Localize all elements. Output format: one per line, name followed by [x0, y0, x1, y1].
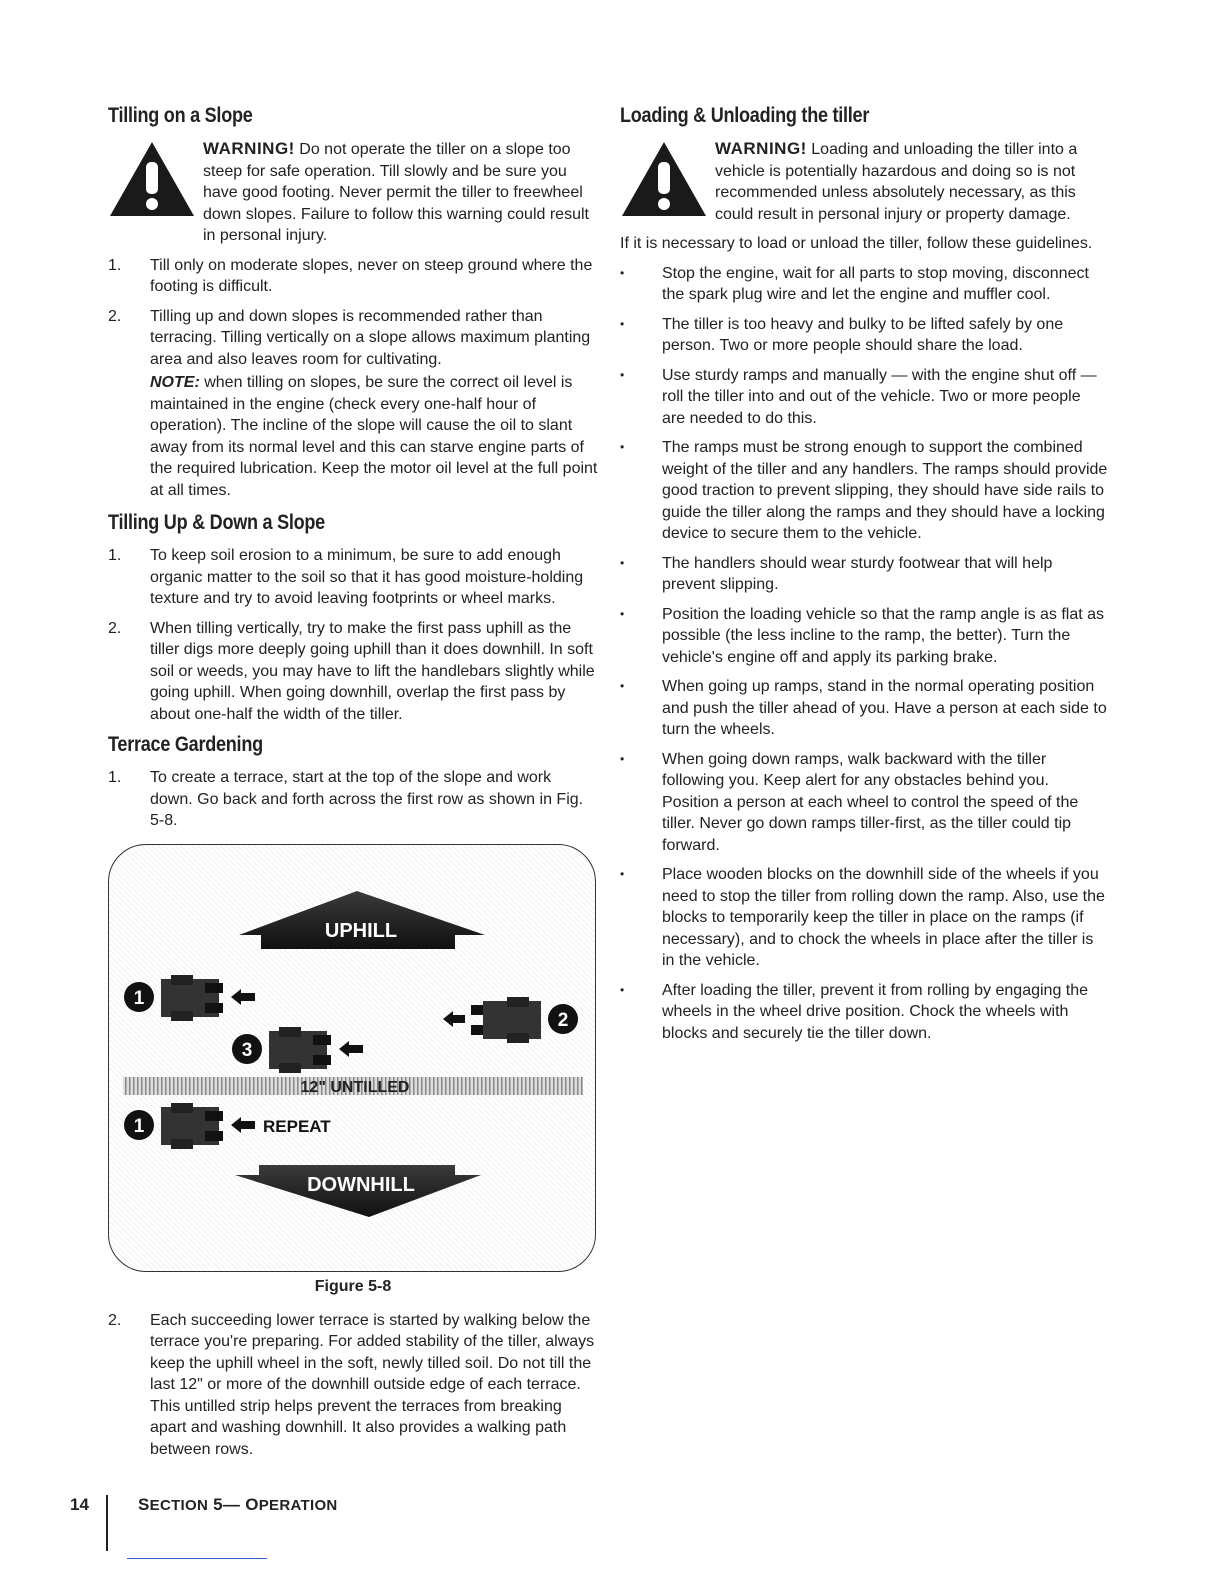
loading-warning [620, 138, 1108, 225]
item-number: 2. [108, 307, 122, 325]
terrace-diagram [109, 845, 596, 1272]
list-item: • Position the loading vehicle so that the ramp angle is as flat as possible (the less incline to the ramp, the better). Turn the vehicle's engine off and apply its parking brake. [620, 604, 1108, 669]
heading-loading: Loading & Unloading the tiller [620, 104, 870, 127]
warning-triangle-icon [620, 140, 708, 218]
svg-text:3: 3 [241, 1039, 253, 1061]
svg-text:1: 1 [133, 987, 145, 1009]
item-number: 1. [108, 547, 122, 564]
list-item [108, 618, 598, 726]
list-item: • The handlers should wear sturdy footwear that will help prevent slipping. [620, 553, 1108, 596]
warning-label: WARNING! [715, 139, 807, 158]
untilled-label: 12" UNTILLED [300, 1078, 410, 1096]
list-item [108, 767, 598, 832]
item-text: Tilling up and down slopes is recommended rather than terracing. Tilling vertically on a slope allows maximum planting area and also leaves room for cultivating. [150, 307, 591, 368]
list-item [108, 306, 598, 371]
uphill-label: UPHILL [324, 919, 398, 942]
page-footer [70, 1477, 338, 1533]
list-item: • Use sturdy ramps and manually — with the engine shut off — roll the tiller into and out of the vehicle. Two or more people are needed to do this. [620, 365, 1108, 430]
item-text: When tilling vertically, try to make the first pass uphill as the tiller digs more deeply going uphill than it does downhill. In soft soil or weeds, you may have to lift the handlebars slightly while going uphill. When going downhill, overlap the first pass by about one-half the width of the tiller. [150, 619, 595, 723]
tiller-pass-1 [124, 975, 255, 1021]
list-item: • The ramps must be strong enough to support the combined weight of the tiller and any handlers. The ramps should provide good traction to prevent slipping, they should have side rails to guide the tiller along the ramps and they should have a locking device to secure them to the vehicle. [620, 437, 1108, 545]
tiller-pass-2 [443, 997, 578, 1043]
right-column [620, 104, 1108, 1052]
left-column [108, 104, 598, 1468]
figure-caption: Figure 5-8 [314, 1277, 392, 1295]
page-number: 14 [70, 1495, 89, 1514]
svg-text:2: 2 [557, 1009, 569, 1031]
terrace-list-2 [108, 1310, 598, 1461]
item-number: 1. [108, 769, 122, 786]
footer-link-underline [127, 1558, 267, 1559]
item-number: 2. [108, 1311, 122, 1329]
item-number: 1. [108, 256, 122, 274]
warning-triangle-icon [108, 140, 196, 218]
note-text: when tilling on slopes, be sure the correct oil level is maintained in the engine (check every one-half hour of operation). The incline of the slope will cause the oil to slant away from its normal level and this can starve engine parts of the required lubrication. Keep the motor oil level at the full point at all times. [150, 374, 598, 499]
footer-divider [106, 1495, 108, 1551]
section-title: SECTION 5— OPERATION [138, 1495, 338, 1514]
terrace-figure [108, 844, 596, 1272]
warning-label: WARNING! [203, 139, 295, 158]
heading-tilling-slope: Tilling on a Slope [108, 104, 253, 127]
warning-text: Do not operate the tiller on a slope too steep for safe operation. Till slowly and be sure you have good footing. Never permit the tiller to freewheel down slopes. Failure to follow this warning could result in personal injury. [203, 141, 589, 244]
tiller-pass-3 [232, 1027, 363, 1073]
list-item [108, 255, 598, 298]
downhill-label: DOWNHILL [307, 1173, 415, 1196]
oil-note [108, 372, 598, 501]
repeat-label: REPEAT [263, 1116, 331, 1136]
list-item: • After loading the tiller, prevent it from rolling by engaging the wheels in the wheel drive position. Chock the wheels with blocks and securely tie the tiller down. [620, 980, 1108, 1045]
updown-list [108, 545, 598, 725]
loading-intro: If it is necessary to load or unload the tiller, follow these guidelines. [620, 235, 1093, 252]
list-item: • When going down ramps, walk backward with the tiller following you. Keep alert for any obstacles behind you. Position a person at each wheel to control the speed of the tiller. Never go down ramps tiller-first, as the tiller could tip forward. [620, 749, 1108, 857]
warning-text: Loading and unloading the tiller into a vehicle is potentially hazardous and doing so is not recommended unless absolutely necessary, as this could result in personal injury or property damage. [715, 141, 1078, 223]
item-text: To create a terrace, start at the top of the slope and work down. Go back and forth across the first row as shown in Fig. 5-8. [150, 769, 584, 829]
list-item: • The tiller is too heavy and bulky to be lifted safely by one person. Two or more people should share the load. [620, 314, 1108, 357]
loading-guidelines [620, 263, 1108, 1045]
list-item: • Stop the engine, wait for all parts to stop moving, disconnect the spark plug wire and let the engine and muffler cool. [620, 263, 1108, 306]
terrace-list [108, 767, 598, 832]
item-text: Each succeeding lower terrace is started by walking below the terrace you're preparing. For added stability of the tiller, always keep the uphill wheel in the soft, newly tilled soil. Do not till the last 12" or more of the downhill outside edge of each terrace. This untilled strip helps prevent the terraces from breaking apart and washing downhill. It also provides a walking path between rows. [150, 1311, 595, 1458]
tiller-repeat [124, 1103, 331, 1149]
list-item [108, 545, 598, 610]
note-label: NOTE: [150, 374, 200, 391]
item-text: Till only on moderate slopes, never on steep ground where the footing is difficult. [150, 256, 593, 295]
list-item: • Place wooden blocks on the downhill side of the wheels if you need to stop the tiller from rolling down the ramp. Also, use the blocks to temporarily keep the tiller in place on the ramps (if necessary), and to chock the wheels in place after the tiller is in the vehicle. [620, 864, 1108, 972]
heading-terrace: Terrace Gardening [108, 733, 263, 756]
item-number: 2. [108, 619, 122, 637]
svg-text:1: 1 [133, 1115, 145, 1137]
list-item: • When going up ramps, stand in the normal operating position and push the tiller ahead of you. Have a person at each side to turn the wheels. [620, 676, 1108, 741]
list-item [108, 1310, 598, 1461]
heading-updown: Tilling Up & Down a Slope [108, 511, 325, 534]
slope-warning [108, 138, 598, 247]
slope-list [108, 255, 598, 371]
item-text: To keep soil erosion to a minimum, be sure to add enough organic matter to the soil so that it has good moisture-holding texture and try to avoid leaving footprints or wheel marks. [150, 547, 584, 607]
